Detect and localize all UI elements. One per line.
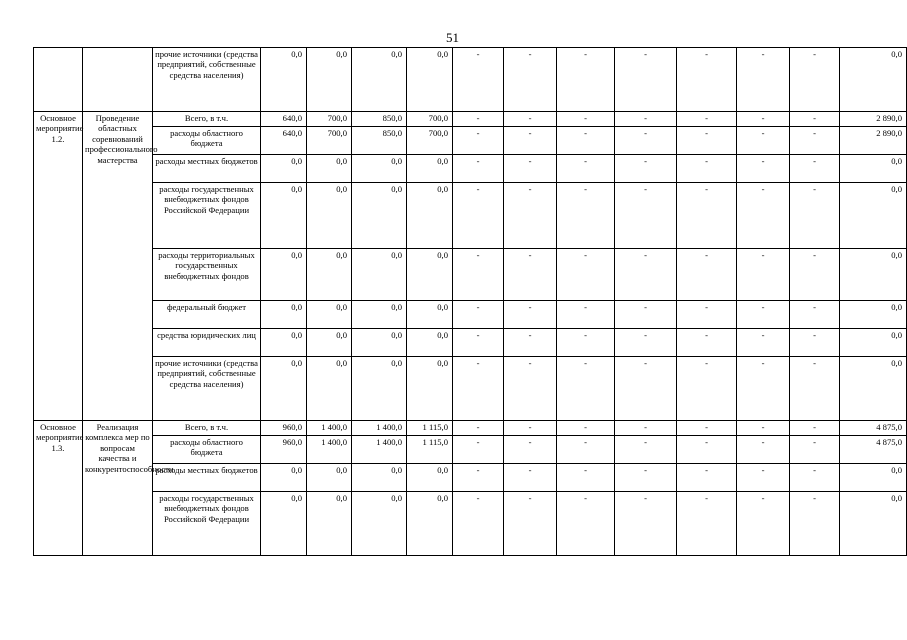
empty-year-cell: - bbox=[504, 421, 557, 436]
empty-year-cell: - bbox=[557, 112, 615, 127]
value-cell: 0,0 bbox=[352, 464, 407, 492]
empty-year-cell: - bbox=[504, 155, 557, 183]
total-cell: 0,0 bbox=[840, 301, 907, 329]
empty-year-cell: - bbox=[677, 464, 737, 492]
empty-year-cell: - bbox=[790, 112, 840, 127]
value-cell: 0,0 bbox=[352, 357, 407, 421]
empty-year-cell: - bbox=[790, 127, 840, 155]
empty-year-cell: - bbox=[453, 155, 504, 183]
funding-source: прочие источники (средства предприятий, собственные средства населения) bbox=[153, 357, 261, 421]
table-row bbox=[34, 249, 907, 301]
empty-year-cell: - bbox=[790, 492, 840, 556]
value-cell: 700,0 bbox=[307, 127, 352, 155]
table-row bbox=[34, 492, 907, 556]
empty-year-cell: - bbox=[677, 301, 737, 329]
empty-year-cell: - bbox=[790, 301, 840, 329]
empty-year-cell: - bbox=[615, 183, 677, 249]
empty-year-cell: - bbox=[790, 183, 840, 249]
total-cell: 0,0 bbox=[840, 492, 907, 556]
empty-year-cell: - bbox=[790, 48, 840, 112]
empty-year-cell: - bbox=[677, 329, 737, 357]
funding-source: Всего, в т.ч. bbox=[153, 112, 261, 127]
page-number: 51 bbox=[446, 30, 459, 45]
total-cell: 2 890,0 bbox=[840, 112, 907, 127]
value-cell: 1 400,0 bbox=[352, 421, 407, 436]
value-cell: 0,0 bbox=[352, 492, 407, 556]
value-cell: 1 400,0 bbox=[307, 421, 352, 436]
empty-year-cell: - bbox=[677, 357, 737, 421]
empty-year-cell: - bbox=[677, 127, 737, 155]
empty-year-cell: - bbox=[677, 492, 737, 556]
empty-year-cell: - bbox=[615, 357, 677, 421]
value-cell: 960,0 bbox=[261, 436, 307, 464]
empty-year-cell: - bbox=[453, 357, 504, 421]
empty-year-cell: - bbox=[557, 357, 615, 421]
value-cell: 0,0 bbox=[307, 329, 352, 357]
funding-source: федеральный бюджет bbox=[153, 301, 261, 329]
empty-year-cell: - bbox=[677, 249, 737, 301]
activity-name-cell: Проведение областных соревнований профессионального мастерства bbox=[83, 112, 153, 421]
empty-year-cell: - bbox=[453, 492, 504, 556]
funding-source: расходы областного бюджета bbox=[153, 436, 261, 464]
empty-year-cell: - bbox=[453, 249, 504, 301]
empty-year-cell: - bbox=[790, 436, 840, 464]
value-cell: 0,0 bbox=[407, 301, 453, 329]
value-cell: 0,0 bbox=[407, 48, 453, 112]
funding-source: расходы местных бюджетов bbox=[153, 464, 261, 492]
value-cell: 0,0 bbox=[307, 464, 352, 492]
value-cell: 0,0 bbox=[407, 464, 453, 492]
empty-year-cell: - bbox=[790, 329, 840, 357]
empty-year-cell: - bbox=[504, 249, 557, 301]
value-cell: 0,0 bbox=[261, 301, 307, 329]
empty-year-cell: - bbox=[615, 127, 677, 155]
value-cell: 960,0 bbox=[261, 421, 307, 436]
total-cell: 4 875,0 bbox=[840, 436, 907, 464]
empty-year-cell: - bbox=[615, 48, 677, 112]
empty-year-cell: - bbox=[615, 155, 677, 183]
budget-table bbox=[33, 47, 907, 556]
funding-source: прочие источники (средства предприятий, собственные средства населения) bbox=[153, 48, 261, 112]
activity-cell bbox=[34, 48, 83, 112]
empty-year-cell: - bbox=[453, 112, 504, 127]
table-row bbox=[34, 112, 907, 127]
empty-year-cell: - bbox=[737, 183, 790, 249]
empty-year-cell: - bbox=[504, 357, 557, 421]
empty-year-cell: - bbox=[557, 436, 615, 464]
funding-source: расходы государственных внебюджетных фондов Российской Федерации bbox=[153, 183, 261, 249]
empty-year-cell: - bbox=[504, 183, 557, 249]
value-cell: 0,0 bbox=[307, 492, 352, 556]
empty-year-cell: - bbox=[737, 112, 790, 127]
empty-year-cell: - bbox=[677, 183, 737, 249]
activity-cell: Основное мероприятие 1.2. bbox=[34, 112, 83, 421]
value-cell: 0,0 bbox=[307, 357, 352, 421]
value-cell: 0,0 bbox=[261, 155, 307, 183]
empty-year-cell: - bbox=[453, 127, 504, 155]
value-cell: 0,0 bbox=[407, 329, 453, 357]
funding-source: расходы областного бюджета bbox=[153, 127, 261, 155]
activity-cell: Основное мероприятие 1.3. bbox=[34, 421, 83, 556]
value-cell: 0,0 bbox=[352, 301, 407, 329]
value-cell: 850,0 bbox=[352, 127, 407, 155]
empty-year-cell: - bbox=[790, 421, 840, 436]
empty-year-cell: - bbox=[790, 155, 840, 183]
table-row bbox=[34, 155, 907, 183]
value-cell: 0,0 bbox=[261, 249, 307, 301]
empty-year-cell: - bbox=[737, 464, 790, 492]
table-row bbox=[34, 329, 907, 357]
value-cell: 0,0 bbox=[407, 183, 453, 249]
empty-year-cell: - bbox=[453, 464, 504, 492]
total-cell: 0,0 bbox=[840, 48, 907, 112]
activity-name-cell bbox=[83, 48, 153, 112]
empty-year-cell: - bbox=[737, 357, 790, 421]
value-cell: 1 400,0 bbox=[307, 436, 352, 464]
value-cell: 700,0 bbox=[407, 112, 453, 127]
empty-year-cell: - bbox=[453, 183, 504, 249]
value-cell: 0,0 bbox=[307, 249, 352, 301]
value-cell: 850,0 bbox=[352, 112, 407, 127]
empty-year-cell: - bbox=[615, 436, 677, 464]
empty-year-cell: - bbox=[453, 421, 504, 436]
empty-year-cell: - bbox=[615, 249, 677, 301]
value-cell: 0,0 bbox=[407, 492, 453, 556]
total-cell: 0,0 bbox=[840, 357, 907, 421]
total-cell: 0,0 bbox=[840, 155, 907, 183]
table-row bbox=[34, 301, 907, 329]
empty-year-cell: - bbox=[615, 492, 677, 556]
empty-year-cell: - bbox=[737, 301, 790, 329]
value-cell: 640,0 bbox=[261, 127, 307, 155]
empty-year-cell: - bbox=[453, 48, 504, 112]
value-cell: 0,0 bbox=[352, 48, 407, 112]
table-row bbox=[34, 183, 907, 249]
empty-year-cell: - bbox=[557, 329, 615, 357]
table-row bbox=[34, 436, 907, 464]
empty-year-cell: - bbox=[504, 329, 557, 357]
value-cell: 0,0 bbox=[307, 155, 352, 183]
empty-year-cell: - bbox=[737, 48, 790, 112]
value-cell: 0,0 bbox=[352, 249, 407, 301]
empty-year-cell: - bbox=[504, 48, 557, 112]
total-cell: 0,0 bbox=[840, 464, 907, 492]
value-cell: 0,0 bbox=[352, 183, 407, 249]
total-cell: 4 875,0 bbox=[840, 421, 907, 436]
total-cell: 0,0 bbox=[840, 183, 907, 249]
total-cell: 0,0 bbox=[840, 249, 907, 301]
empty-year-cell: - bbox=[737, 249, 790, 301]
value-cell: 0,0 bbox=[407, 249, 453, 301]
empty-year-cell: - bbox=[790, 357, 840, 421]
empty-year-cell: - bbox=[677, 155, 737, 183]
empty-year-cell: - bbox=[737, 421, 790, 436]
empty-year-cell: - bbox=[557, 301, 615, 329]
empty-year-cell: - bbox=[790, 464, 840, 492]
funding-source: расходы территориальных государственных внебюджетных фондов bbox=[153, 249, 261, 301]
empty-year-cell: - bbox=[557, 464, 615, 492]
empty-year-cell: - bbox=[737, 492, 790, 556]
value-cell: 700,0 bbox=[307, 112, 352, 127]
empty-year-cell: - bbox=[504, 112, 557, 127]
table-row bbox=[34, 464, 907, 492]
empty-year-cell: - bbox=[504, 464, 557, 492]
value-cell: 0,0 bbox=[261, 492, 307, 556]
empty-year-cell: - bbox=[737, 329, 790, 357]
value-cell: 0,0 bbox=[352, 329, 407, 357]
value-cell: 0,0 bbox=[261, 48, 307, 112]
empty-year-cell: - bbox=[504, 127, 557, 155]
empty-year-cell: - bbox=[677, 112, 737, 127]
empty-year-cell: - bbox=[790, 249, 840, 301]
empty-year-cell: - bbox=[453, 301, 504, 329]
empty-year-cell: - bbox=[557, 492, 615, 556]
funding-source: расходы местных бюджетов bbox=[153, 155, 261, 183]
empty-year-cell: - bbox=[737, 127, 790, 155]
empty-year-cell: - bbox=[615, 329, 677, 357]
value-cell: 0,0 bbox=[407, 155, 453, 183]
empty-year-cell: - bbox=[615, 112, 677, 127]
total-cell: 0,0 bbox=[840, 329, 907, 357]
value-cell: 700,0 bbox=[407, 127, 453, 155]
empty-year-cell: - bbox=[677, 436, 737, 464]
activity-name-cell: Реализация комплекса мер по вопросам качества и конкурентоспособности bbox=[83, 421, 153, 556]
value-cell: 0,0 bbox=[352, 155, 407, 183]
table-row bbox=[34, 48, 907, 112]
funding-source: средства юридических лиц bbox=[153, 329, 261, 357]
value-cell: 1 400,0 bbox=[352, 436, 407, 464]
empty-year-cell: - bbox=[557, 155, 615, 183]
empty-year-cell: - bbox=[557, 249, 615, 301]
value-cell: 1 115,0 bbox=[407, 436, 453, 464]
value-cell: 0,0 bbox=[307, 301, 352, 329]
empty-year-cell: - bbox=[615, 421, 677, 436]
empty-year-cell: - bbox=[453, 436, 504, 464]
budget-table-body bbox=[34, 48, 907, 556]
empty-year-cell: - bbox=[504, 436, 557, 464]
table-row bbox=[34, 127, 907, 155]
value-cell: 0,0 bbox=[407, 357, 453, 421]
empty-year-cell: - bbox=[557, 127, 615, 155]
funding-source: расходы государственных внебюджетных фондов Российской Федерации bbox=[153, 492, 261, 556]
value-cell: 0,0 bbox=[307, 183, 352, 249]
funding-source: Всего, в т.ч. bbox=[153, 421, 261, 436]
value-cell: 640,0 bbox=[261, 112, 307, 127]
empty-year-cell: - bbox=[737, 436, 790, 464]
table-row bbox=[34, 357, 907, 421]
empty-year-cell: - bbox=[677, 421, 737, 436]
value-cell: 0,0 bbox=[261, 464, 307, 492]
empty-year-cell: - bbox=[557, 421, 615, 436]
empty-year-cell: - bbox=[504, 492, 557, 556]
empty-year-cell: - bbox=[504, 301, 557, 329]
empty-year-cell: - bbox=[557, 183, 615, 249]
value-cell: 0,0 bbox=[261, 357, 307, 421]
value-cell: 0,0 bbox=[261, 183, 307, 249]
empty-year-cell: - bbox=[557, 48, 615, 112]
value-cell: 0,0 bbox=[307, 48, 352, 112]
value-cell: 0,0 bbox=[261, 329, 307, 357]
total-cell: 2 890,0 bbox=[840, 127, 907, 155]
empty-year-cell: - bbox=[453, 329, 504, 357]
empty-year-cell: - bbox=[677, 48, 737, 112]
value-cell: 1 115,0 bbox=[407, 421, 453, 436]
empty-year-cell: - bbox=[737, 155, 790, 183]
table-row bbox=[34, 421, 907, 436]
empty-year-cell: - bbox=[615, 301, 677, 329]
empty-year-cell: - bbox=[615, 464, 677, 492]
